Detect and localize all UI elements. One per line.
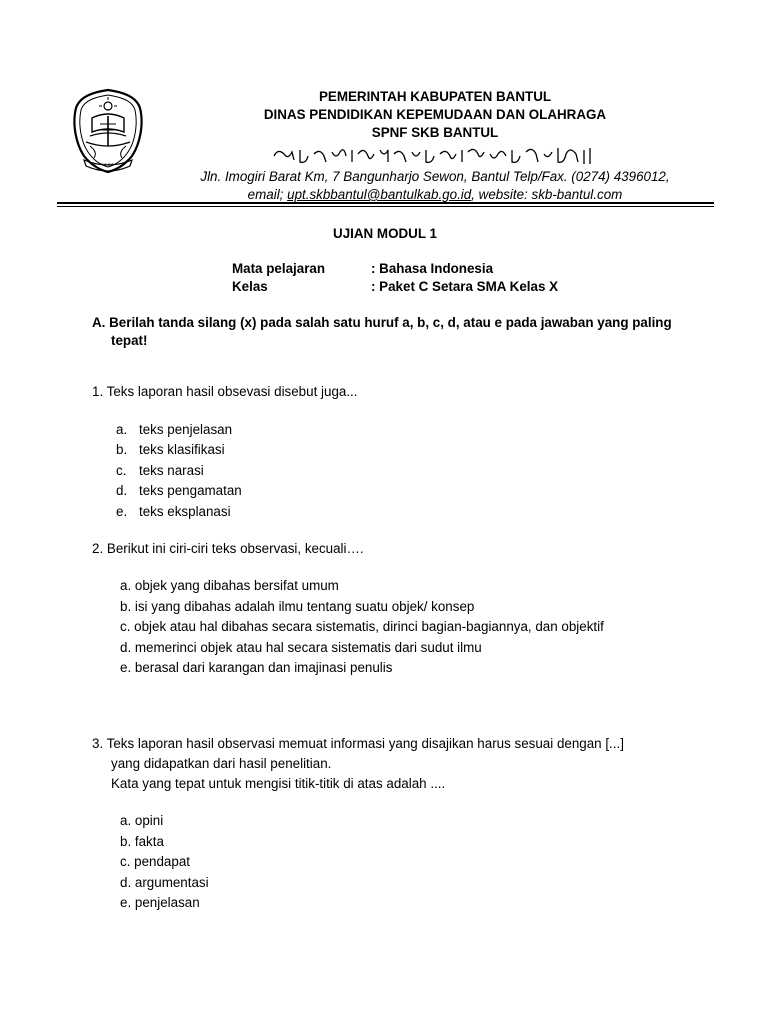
q3-option-e: e. penjelasan xyxy=(120,895,200,910)
question-1-text: 1. Teks laporan hasil obsevasi disebut juga... xyxy=(92,384,358,399)
info-value-subject: : Bahasa Indonesia xyxy=(371,261,494,276)
q1-option-e-letter: e. xyxy=(116,504,128,519)
question-3-text: 3. Teks laporan hasil observasi memuat informasi yang disajikan harus sesuai dengan [...] xyxy=(92,736,624,751)
q1-option-e-text: teks eksplanasi xyxy=(139,504,231,519)
instruction-line-1: A. Berilah tanda silang (x) pada salah satu huruf a, b, c, d, atau e pada jawaban yang paling xyxy=(92,315,672,330)
q1-option-d-text: teks pengamatan xyxy=(139,483,242,498)
info-value-class: : Paket C Setara SMA Kelas X xyxy=(371,279,559,294)
q2-option-a: a. objek yang dibahas bersifat umum xyxy=(120,578,339,593)
javanese-script-line xyxy=(270,142,600,168)
q1-option-c-letter: c. xyxy=(116,463,127,478)
q2-option-e: e. berasal dari karangan dan imajinasi penulis xyxy=(120,660,393,675)
q1-option-d-letter: d. xyxy=(116,483,128,498)
q2-option-c: c. objek atau hal dibahas secara sistematis, dirinci bagian-bagiannya, dan objektif xyxy=(120,619,604,634)
exam-title: UJIAN MODUL 1 xyxy=(333,226,437,241)
instruction-line-2: tepat! xyxy=(111,333,148,348)
info-label-class: Kelas xyxy=(232,279,268,294)
email-prefix: email; xyxy=(247,187,288,202)
website-text: , website: skb-bantul.com xyxy=(471,187,623,202)
question-3-text-line-2: yang didapatkan dari hasil penelitian. xyxy=(111,756,332,771)
q3-option-d: d. argumentasi xyxy=(120,875,209,890)
header-government: PEMERINTAH KABUPATEN BANTUL xyxy=(318,89,552,104)
q1-option-c-text: teks narasi xyxy=(139,463,204,478)
header-institution: SPNF SKB BANTUL xyxy=(371,125,499,140)
header-department: DINAS PENDIDIKAN KEPEMUDAAN DAN OLAHRAGA xyxy=(263,107,607,122)
info-label-subject: Mata pelajaran xyxy=(232,261,326,276)
q1-option-a-letter: a. xyxy=(116,422,128,437)
q3-option-b: b. fakta xyxy=(120,834,164,849)
question-3-text-line-3: Kata yang tepat untuk mengisi titik-titik di atas adalah .... xyxy=(111,776,446,791)
header-divider-thin xyxy=(57,206,714,207)
question-2-text: 2. Berikut ini ciri-ciri teks observasi, kecuali…. xyxy=(92,541,364,556)
q2-option-b: b. isi yang dibahas adalah ilmu tentang suatu objek/ konsep xyxy=(120,599,475,614)
header-divider-thick xyxy=(57,202,714,204)
q1-option-b-text: teks klasifikasi xyxy=(139,442,225,457)
header-address: Jln. Imogiri Barat Km, 7 Bangunharjo Sewon, Bantul Telp/Fax. (0274) 4396012, xyxy=(200,169,670,184)
q1-option-a-text: teks penjelasan xyxy=(139,422,233,437)
q1-option-b-letter: b. xyxy=(116,442,128,457)
q2-option-d: d. memerinci objek atau hal secara sistematis dari sudut ilmu xyxy=(120,640,482,655)
q3-option-a: a. opini xyxy=(120,813,164,828)
email-link[interactable]: upt.skbbantul@bantulkab.go.id xyxy=(287,187,472,202)
bantul-regency-emblem xyxy=(70,86,146,176)
q3-option-c: c. pendapat xyxy=(120,854,190,869)
